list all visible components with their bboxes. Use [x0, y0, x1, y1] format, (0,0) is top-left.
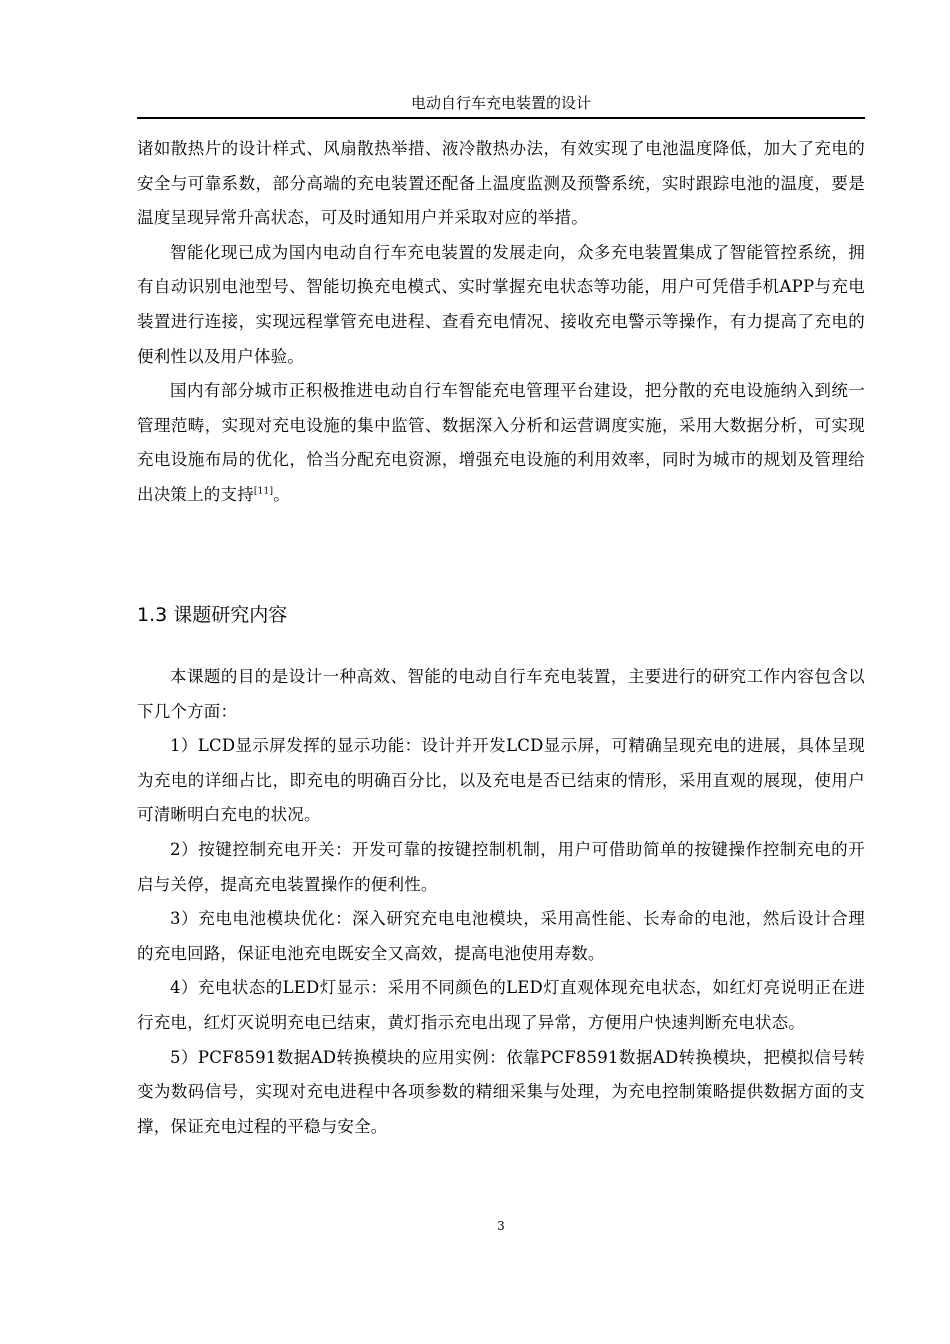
- list-item-button: 2）按键控制充电开关：开发可靠的按键控制机制，用户可借助简单的按键操作控制充电的开启与关停，提高充电装置操作的便利性。: [137, 839, 865, 894]
- running-header: 电动自行车充电装置的设计: [410, 94, 591, 112]
- paragraph-cooling: 诸如散热片的设计样式、风扇散热举措、液冷散热办法，有效实现了电池温度降低，加大了充电的安全与可靠系数，部分高端的充电装置还配备上温度监测及预警系统，实时跟踪电池的温度，要是温度呈现异常升高状态，可及时通知用户并采取对应的举措。: [137, 139, 865, 228]
- header-rule: [137, 117, 865, 119]
- paragraph-purpose: 本课题的目的是设计一种高效、智能的电动自行车充电装置，主要进行的研究工作内容包含以下几个方面：: [137, 667, 865, 721]
- list-item-lcd: 1）LCD显示屏发挥的显示功能：设计并开发LCD显示屏，可精确呈现充电的进展，具体呈现为充电的详细占比，即充电的明确百分比，以及充电是否已结束的情形，采用直观的展现，使用户可清晰明白充电的状况。: [137, 736, 865, 825]
- content-text-block: [137, 660, 865, 1144]
- list-item-led: 4）充电状态的LED灯显示：采用不同颜色的LED灯直观体现充电状态，如红灯亮说明正在进行充电，红灯灭说明充电已结束，黄灯指示充电出现了异常，方便用户快速判断充电状态。: [137, 978, 865, 1032]
- paragraph-intelligence: 智能化现已成为国内电动自行车充电装置的发展走向，众多充电装置集成了智能管控系统，拥有自动识别电池型号、智能切换充电模式、实时掌握充电状态等功能，用户可凭借手机APP与充电装置进行连接，实现远程掌管充电进程、查看充电情况、接收充电警示等操作，有力提高了充电的便利性以及用户体验。: [137, 242, 865, 366]
- list-item-pcf8591: 5）PCF8591数据AD转换模块的应用实例：依靠PCF8591数据AD转换模块，把模拟信号转变为数码信号，实现对充电进程中各项参数的精细采集与处理，为充电控制策略提供数据方面的支撑，保证充电过程的平稳与安全。: [137, 1047, 865, 1136]
- paragraph-city-platform-tail: 。: [273, 484, 290, 504]
- paragraph-city-platform-text: 国内有部分城市正积极推进电动自行车智能充电管理平台建设，把分散的充电设施纳入到统一管理范畴，实现对充电设施的集中监管、数据深入分析和运营调度实施，采用大数据分析，可实现充电设施布局的优化，恰当分配充电资源，增强充电设施的利用效率，同时为城市的规划及管理给出决策上的支持: [137, 381, 865, 504]
- section-heading: 1.3 课题研究内容: [137, 604, 288, 626]
- page-number: 3: [497, 1219, 505, 1233]
- list-item-battery: 3）充电电池模块优化：深入研究充电电池模块，采用高性能、长寿命的电池，然后设计合理的充电回路，保证电池充电既安全又高效，提高电池使用寿数。: [137, 909, 865, 963]
- intro-text-block: [137, 132, 865, 513]
- paragraph-city-platform: [137, 374, 865, 512]
- citation-reference[interactable]: [11]: [253, 486, 274, 497]
